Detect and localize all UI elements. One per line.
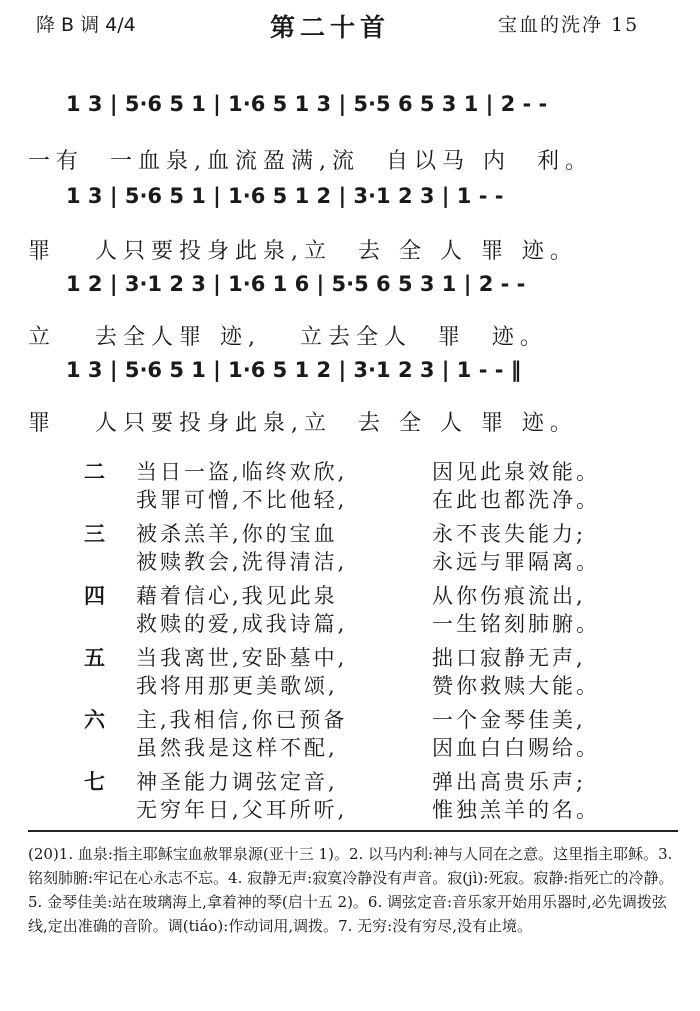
verse-line: 被杀羔羊,你的宝血 <box>136 522 338 546</box>
lyrics-line-2: 罪 人只要投身此泉,立 去 全 人 罪 迹。 <box>28 239 578 264</box>
key-signature: 降 B 调 4/4 <box>36 14 136 36</box>
verse-line: 因见此泉效能。 <box>432 460 600 484</box>
verse-line: 主,我相信,你已预备 <box>136 708 348 732</box>
lyrics-line-4: 罪 人只要投身此泉,立 去 全 人 罪 迹。 <box>28 411 578 436</box>
verse-line: 被赎教会,洗得清洁, <box>136 550 348 574</box>
lyrics-line-1: 一有 一血泉,血流盈满,流 自以马 内 利。 <box>28 149 593 174</box>
verse-line: 无穷年日,父耳所听, <box>136 798 348 822</box>
verse-line: 拙口寂静无声, <box>432 646 586 670</box>
hymn-number-title: 第二十首 <box>270 13 391 42</box>
verse-line: 从你伤痕流出, <box>432 584 586 608</box>
verse-line: 永不丧失能力; <box>432 522 587 546</box>
verse-line: 当日一盗,临终欢欣, <box>136 460 348 484</box>
verse-number: 二 <box>84 460 105 484</box>
notation-line-2: 1 3 | 5·6 5 1 | 1·6 5 1 2 | 3·1 2 3 | 1 - - <box>66 184 504 208</box>
verse-line: 虽然我是这样不配, <box>136 736 338 760</box>
hymn-title-page: 宝血的洗净 15 <box>498 14 640 36</box>
footnotes: (20)1. 血泉:指主耶稣宝血赦罪泉源(亚十三 1)。2. 以马内利:神与人同在之意。这里指主耶稣。3. 铭刻肺腑:牢记在心永志不忘。4. 寂静无声:寂寞冷静没有声音。寂(jì):死寂。寂静:指死亡的冷静。5. 金琴佳美:站在玻璃海上,拿着神的琴(启十五 2)。6. 调弦定音:音乐家开始用乐器时,必先调拨弦线,定出准确的音阶。调(tiáo):作动词用,调拨。7. 无穷:没有穷尽,没有止境。 <box>28 845 674 935</box>
verse-line: 我罪可憎,不比他轻, <box>136 488 348 512</box>
footnote-divider <box>28 830 678 832</box>
notation-line-1: 1 3 | 5·6 5 1 | 1·6 5 1 3 | 5·5 6 5 3 1 | 2 - - <box>66 92 548 116</box>
verse-line: 一个金琴佳美, <box>432 708 586 732</box>
notation-line-4: 1 3 | 5·6 5 1 | 1·6 5 1 2 | 3·1 2 3 | 1 - - ‖ <box>66 358 522 382</box>
verse-line: 救赎的爱,成我诗篇, <box>136 612 348 636</box>
verse-line: 我将用那更美歌颂, <box>136 674 338 698</box>
verse-line: 永远与罪隔离。 <box>432 550 600 574</box>
verse-number: 五 <box>84 646 105 670</box>
verse-line: 当我离世,安卧墓中, <box>136 646 348 670</box>
verse-line: 神圣能力调弦定音, <box>136 770 338 794</box>
verse-line: 因血白白赐给。 <box>432 736 600 760</box>
verse-line: 在此也都洗净。 <box>432 488 600 512</box>
verse-line: 一生铭刻肺腑。 <box>432 612 600 636</box>
verse-line: 藉着信心,我见此泉 <box>136 584 338 608</box>
verse-line: 弹出高贵乐声; <box>432 770 587 794</box>
verse-number: 七 <box>84 770 105 794</box>
lyrics-line-3: 立 去全人罪 迹, 立去全人 罪 迹。 <box>28 325 548 350</box>
verse-number: 四 <box>84 584 105 608</box>
verse-number: 三 <box>84 522 105 546</box>
verse-line: 惟独羔羊的名。 <box>432 798 600 822</box>
verse-number: 六 <box>84 708 105 732</box>
notation-line-3: 1 2 | 3·1 2 3 | 1·6 1 6 | 5·5 6 5 3 1 | 2 - - <box>66 272 526 296</box>
verse-line: 赞你救赎大能。 <box>432 674 600 698</box>
